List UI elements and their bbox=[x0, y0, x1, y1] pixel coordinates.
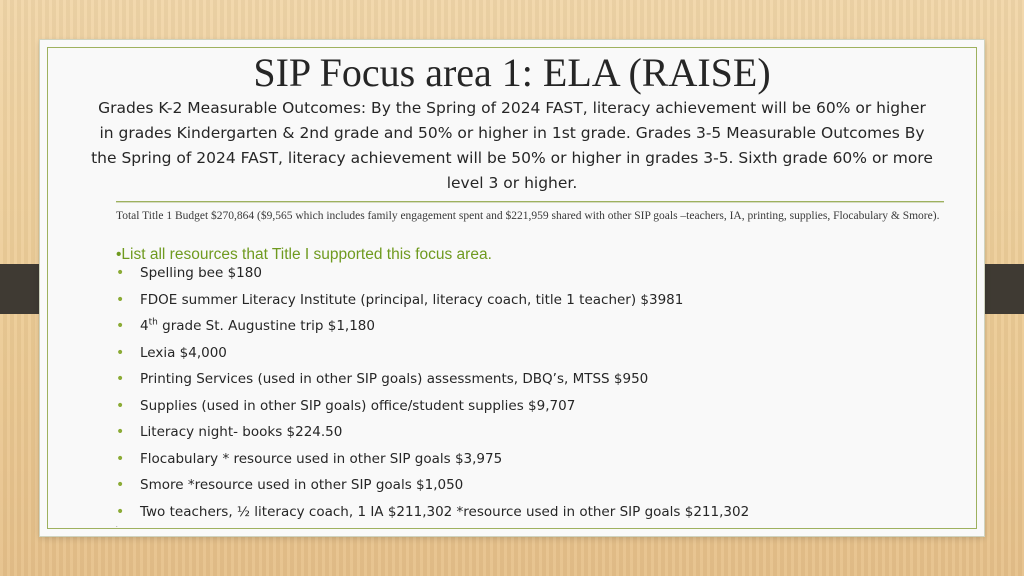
slide-title: SIP Focus area 1: ELA (RAISE) bbox=[253, 50, 771, 95]
resource-item bbox=[116, 448, 749, 475]
resource-list bbox=[116, 262, 749, 527]
bullet-icon: • bbox=[116, 318, 125, 334]
slide-canvas bbox=[40, 40, 984, 536]
resource-item bbox=[116, 474, 749, 501]
bullet-icon: • bbox=[116, 450, 125, 467]
resource-item-text: grade St. Augustine trip $1,180 bbox=[157, 318, 375, 334]
resource-item-text: 4 bbox=[140, 318, 149, 334]
resource-item bbox=[116, 395, 749, 422]
resource-item bbox=[116, 501, 749, 528]
resource-item-text: Literacy night- books $224.50 bbox=[140, 424, 343, 440]
resource-item-text: Lexia $4,000 bbox=[140, 344, 227, 361]
bullet-icon: • bbox=[116, 371, 125, 387]
bullet-icon: • bbox=[116, 503, 125, 520]
bullet-icon: • bbox=[116, 344, 125, 361]
bullet-icon: • bbox=[116, 477, 125, 493]
resources-prompt: •List all resources that Title I supported this focus area. bbox=[116, 246, 492, 263]
bullet-icon: • bbox=[116, 397, 125, 414]
resource-item-text: Printing Services (used in other SIP goals) assessments, DBQ’s, MTSS $950 bbox=[140, 371, 649, 387]
divider-line bbox=[116, 201, 944, 203]
budget-note: Total Title 1 Budget $270,864 ($9,565 which includes family engagement spent and $221,959 shared with other SIP goals –teachers, IA, printing, supplies, Flocabulary & Smore). bbox=[116, 210, 940, 222]
resource-item-text: Flocabulary * resource used in other SIP goals $3,975 bbox=[140, 450, 503, 467]
resource-item bbox=[116, 315, 749, 342]
resource-item-text: Supplies (used in other SIP goals) office/student supplies $9,707 bbox=[140, 397, 576, 414]
ordinal-superscript: th bbox=[148, 317, 158, 328]
resource-item bbox=[116, 421, 749, 448]
resource-item bbox=[116, 289, 749, 316]
trailing-mark: . bbox=[116, 523, 118, 529]
resource-item-text: Spelling bee $180 bbox=[140, 265, 262, 281]
resource-item-text: FDOE summer Literacy Institute (principal, literacy coach, title 1 teacher) $3981 bbox=[140, 291, 684, 308]
resource-item-text: Smore *resource used in other SIP goals $1,050 bbox=[140, 477, 464, 493]
bullet-icon: • bbox=[116, 265, 125, 281]
resource-item bbox=[116, 368, 749, 395]
bullet-icon: • bbox=[116, 291, 125, 308]
resource-item-text: Two teachers, ½ literacy coach, 1 IA $211,302 *resource used in other SIP goals $211,302 bbox=[140, 503, 750, 520]
resource-item bbox=[116, 262, 749, 289]
bullet-icon: • bbox=[116, 424, 125, 440]
measurable-outcomes-text: Grades K-2 Measurable Outcomes: By the Spring of 2024 FAST, literacy achievement will be 60% or higher in grades Kindergarten & 2nd grade and 50% or higher in 1st grade. Grades 3-5 Measurable Outcomes By the Spring of 2024 FAST, literacy achievement will be 50% or higher in grades 3-5. Sixth grade 60% or more level 3 or higher. bbox=[91, 99, 933, 192]
resource-item bbox=[116, 342, 749, 369]
